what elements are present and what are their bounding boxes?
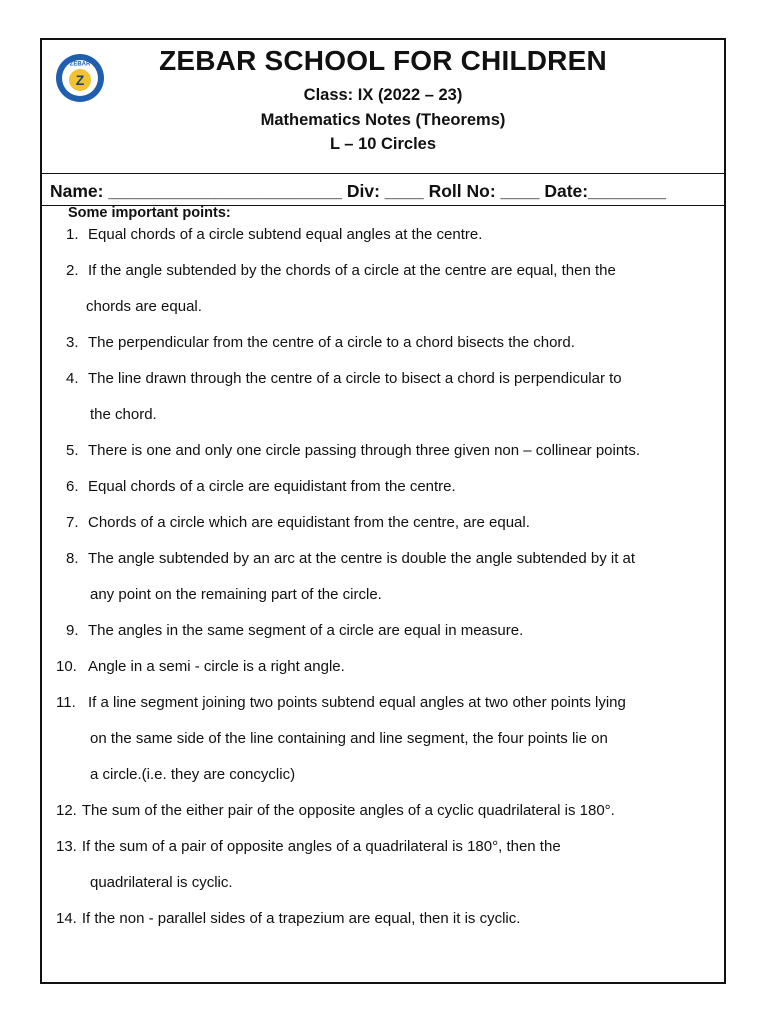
point-line <box>66 478 456 496</box>
point-line <box>56 802 615 820</box>
name-label: Name: <box>50 181 104 201</box>
worksheet-header <box>42 40 724 174</box>
point-continuation-line <box>90 730 608 748</box>
point-number: 3. <box>66 334 79 351</box>
roll-blank[interactable]: ____ <box>500 181 540 201</box>
point-line <box>56 910 520 928</box>
point-continuation-line <box>90 406 157 424</box>
point-number: 2. <box>66 262 79 279</box>
chapter-line: L – 10 Circles <box>329 135 437 153</box>
point-text: If the angle subtended by the chords of a circle at the centre are equal, then the <box>88 262 616 279</box>
point-line <box>66 622 523 640</box>
point-line <box>66 550 635 568</box>
point-line <box>66 262 616 280</box>
point-line <box>66 370 622 388</box>
point-text: The perpendicular from the centre of a circle to a chord bisects the chord. <box>88 334 575 351</box>
point-text: a circle.(i.e. they are concyclic) <box>90 766 296 783</box>
point-line <box>66 442 640 460</box>
point-number: 14. <box>56 910 77 927</box>
point-text: the chord. <box>90 406 157 423</box>
div-blank[interactable]: ____ <box>384 181 424 201</box>
point-text: any point on the remaining part of the circle. <box>90 586 382 603</box>
point-line <box>66 514 530 532</box>
point-line <box>56 838 561 856</box>
worksheet-frame <box>40 38 726 984</box>
point-text: The angles in the same segment of a circle are equal in measure. <box>88 622 524 639</box>
point-number: 11. <box>56 694 76 711</box>
point-text: The angle subtended by an arc at the centre is double the angle subtended by it at <box>88 550 636 567</box>
name-blank[interactable]: ________________________ <box>108 181 342 201</box>
point-continuation-line <box>86 298 202 316</box>
point-text: quadrilateral is cyclic. <box>90 874 233 891</box>
point-number: 10. <box>56 658 77 675</box>
point-number: 13. <box>56 838 77 855</box>
class-line: Class: IX (2022 – 23) <box>303 86 463 104</box>
svg-text:Z: Z <box>75 72 85 88</box>
subject-line: Mathematics Notes (Theorems) <box>260 111 506 129</box>
point-number: 7. <box>66 514 79 531</box>
point-number: 6. <box>66 478 79 495</box>
point-continuation-line <box>90 766 295 784</box>
point-text: If the sum of a pair of opposite angles of a quadrilateral is 180°, then the <box>81 838 561 855</box>
point-line <box>66 334 575 352</box>
point-text: If the non - parallel sides of a trapezium are equal, then it is cyclic. <box>81 910 521 927</box>
student-fields-row <box>42 176 724 206</box>
point-line <box>56 694 626 712</box>
point-text: If a line segment joining two points subtend equal angles at two other points lying <box>88 694 626 711</box>
point-text: The sum of the either pair of the opposite angles of a cyclic quadrilateral is 180°. <box>81 802 615 819</box>
logo-text: ZEBAR <box>69 61 91 68</box>
point-continuation-line <box>90 586 382 604</box>
point-number: 5. <box>66 442 79 459</box>
div-label: Div: <box>346 181 380 201</box>
school-name: ZEBAR SCHOOL FOR CHILDREN <box>159 45 607 76</box>
intro-heading: Some important points: <box>68 205 231 221</box>
roll-label: Roll No: <box>428 181 496 201</box>
point-text: chords are equal. <box>86 298 202 315</box>
point-line <box>56 658 345 676</box>
point-number: 4. <box>66 370 79 387</box>
point-text: Chords of a circle which are equidistant from the centre, are equal. <box>88 514 530 531</box>
point-text: on the same side of the line containing and line segment, the four points lie on <box>90 730 608 747</box>
date-blank[interactable]: ________ <box>588 181 666 201</box>
point-number: 12. <box>56 802 77 819</box>
point-line <box>66 226 482 244</box>
point-number: 1. <box>66 226 79 243</box>
point-text: There is one and only one circle passing through three given non – collinear points. <box>88 442 641 459</box>
date-label: Date: <box>544 181 589 201</box>
point-text: Equal chords of a circle are equidistant from the centre. <box>88 478 456 495</box>
point-number: 8. <box>66 550 79 567</box>
point-text: Angle in a semi - circle is a right angle. <box>88 658 345 675</box>
point-text: Equal chords of a circle subtend equal angles at the centre. <box>88 226 483 243</box>
point-text: The line drawn through the centre of a circle to bisect a chord is perpendicular to <box>88 370 622 387</box>
point-continuation-line <box>90 874 233 892</box>
point-number: 9. <box>66 622 79 639</box>
